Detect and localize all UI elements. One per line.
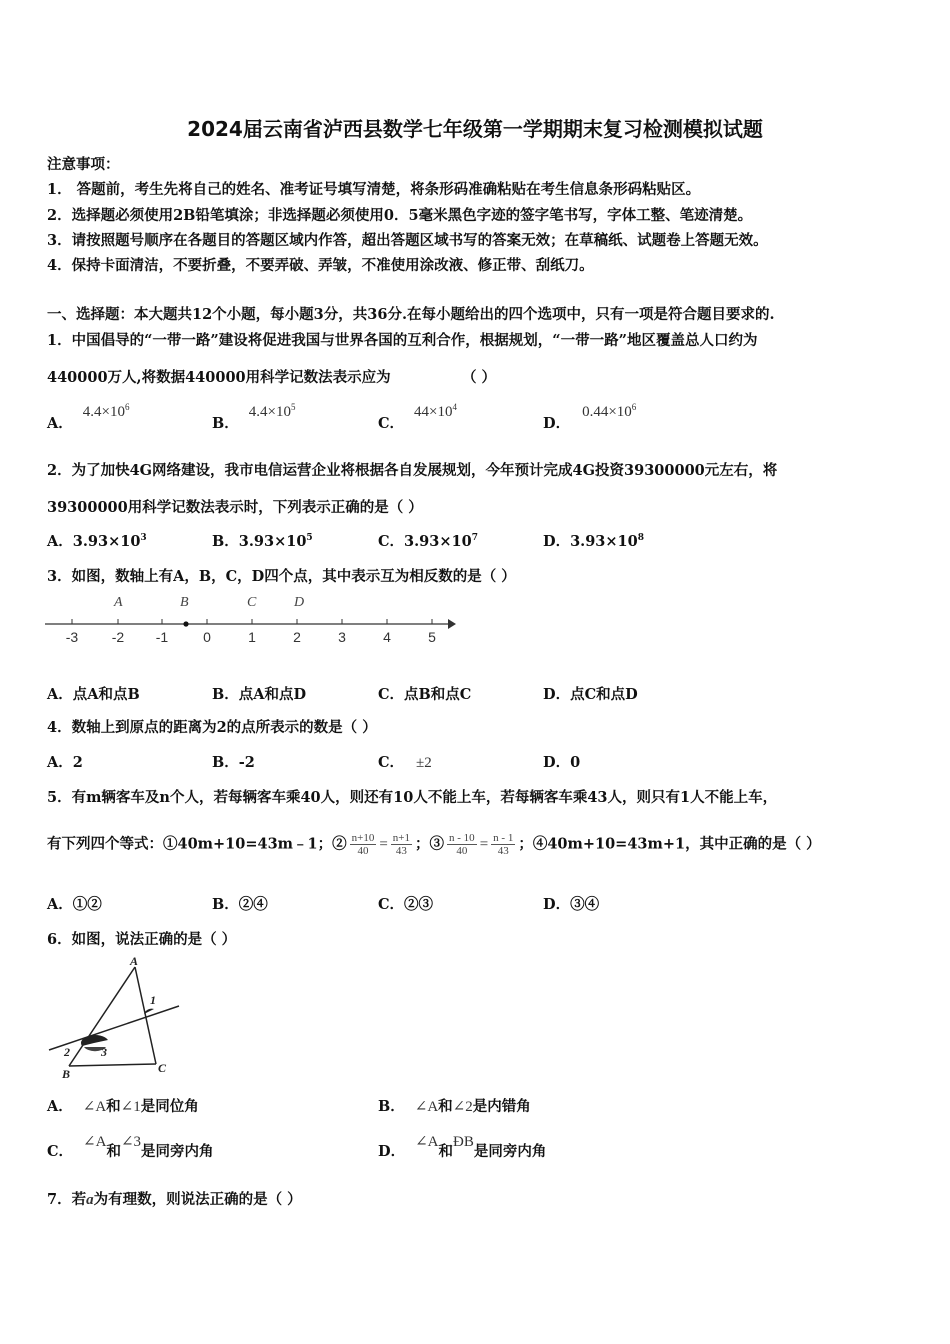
point-label-a: A <box>114 595 123 610</box>
tick-label: 1 <box>248 629 256 645</box>
notice-item: 3．请按照题号顺序在各题目的答题区域内作答，超出答题区域书写的答案无效；在草稿纸、试题卷上答题无效。 <box>47 232 768 249</box>
q1-option-a[interactable]: A．$4.4\times 10^6$ <box>47 402 130 432</box>
question-1-line2: 440000万人,将数据440000用科学记数法表示应为 <box>47 369 391 386</box>
question-4-stem: 4．数轴上到原点的距离为2的点所表示的数是（ ） <box>47 719 377 736</box>
q6-option-b[interactable]: B． ∠A和∠2是内错角 <box>378 1098 531 1115</box>
fraction: $\frac{n - 1}{43}$ <box>493 832 514 857</box>
question-5-line2: 有下列四个等式：①40m+10=43m﹣1；② $\frac{n+10}{40}$ = $\frac{n+1}{43}$ ；③ $\frac{n - 10}{40}$ = $\frac{n - 1}{43}$ ；④40m+10=43m+1，其中正确的是（ ） <box>47 832 821 857</box>
q2-option-a[interactable]: A．$3.93\times 10^3$ <box>47 533 147 550</box>
tick-label: 0 <box>203 629 211 645</box>
notice-heading: 注意事项： <box>47 156 120 173</box>
angle-1-mark <box>144 1009 154 1014</box>
q6-option-d[interactable]: D．∠A和ÐB是同旁内角 <box>378 1134 547 1160</box>
question-2-line2: 39300000用科学记数法表示时，下列表示正确的是（ ） <box>47 499 423 516</box>
notice-item: 4．保持卡面清洁，不要折叠，不要弄破、弄皱，不准使用涂改液、修正带、刮纸刀。 <box>47 257 594 274</box>
triangle-figure <box>44 954 189 1082</box>
question-1-line1: 1．中国倡导的“一带一路”建设将促进我国与世界各国的互利合作，根据规划，“一带一路”地区覆盖总人口约为 <box>47 332 758 349</box>
q3-option-d[interactable]: D．点C和点D <box>543 686 638 703</box>
q5-option-c[interactable]: C．②③ <box>378 896 434 913</box>
q6-option-a[interactable]: A． ∠A和∠1是同位角 <box>47 1098 199 1115</box>
tick-label: -3 <box>65 629 79 645</box>
q3-option-b[interactable]: B．点A和点D <box>212 686 307 703</box>
angle-1-label: 1 <box>150 993 156 1007</box>
q1-option-b[interactable]: B．$4.4\times 10^5$ <box>212 402 296 432</box>
q5-option-d[interactable]: D．③④ <box>543 896 600 913</box>
q1-option-c[interactable]: C．$44\times 10^4$ <box>378 402 458 432</box>
vertex-c-label: C <box>158 1061 167 1075</box>
notice-item: 1． 答题前，考生先将自己的姓名、准考证号填写清楚，将条形码准确粘贴在考生信息条形码粘贴区。 <box>47 181 701 198</box>
number-line-figure <box>40 588 460 650</box>
question-7-stem: 7．若a为有理数，则说法正确的是（ ） <box>47 1191 302 1208</box>
page-title: 2024届云南省泸西县数学七年级第一学期期末复习检测模拟试题 <box>187 117 763 141</box>
q2-option-d[interactable]: D．$3.93\times 10^8$ <box>543 533 644 550</box>
q6-option-c[interactable]: C．∠A和∠3是同旁内角 <box>47 1134 214 1160</box>
point-b-dot <box>183 621 188 626</box>
angle-3-label: 3 <box>101 1045 107 1059</box>
arrow-icon <box>448 619 456 629</box>
fraction: $\frac{n - 10}{40}$ <box>449 832 475 857</box>
q4-option-a[interactable]: A．2 <box>47 754 83 771</box>
q3-option-c[interactable]: C．点B和点C <box>378 686 472 703</box>
question-2-line1: 2．为了加快4G网络建设，我市电信运营企业将根据各自发展规划，今年预计完成4G投资39300000元左右，将 <box>47 462 778 479</box>
vertex-a-label: A <box>130 954 139 968</box>
question-3-stem: 3．如图，数轴上有A，B，C，D四个点，其中表示互为相反数的是（ ） <box>47 568 516 585</box>
notice-item: 2．选择题必须使用2B铅笔填涂；非选择题必须使用0．5毫米黑色字迹的签字笔书写，字体工整、笔迹清楚。 <box>47 207 753 224</box>
q2-option-b[interactable]: B．$3.93\times 10^5$ <box>212 533 313 550</box>
tick-label: 5 <box>428 629 436 645</box>
section-heading: 一、选择题：本大题共12个小题，每小题3分，共36分.在每小题给出的四个选项中，只有一项是符合题目要求的. <box>47 306 775 323</box>
q3-option-a[interactable]: A．点A和点B <box>47 686 140 703</box>
q1-option-d[interactable]: D．$0.44\times 10^6$ <box>543 402 637 432</box>
tick-label: 2 <box>293 629 301 645</box>
q2-option-c[interactable]: C．$3.93\times 10^7$ <box>378 533 478 550</box>
fraction: $\frac{n+10}{40}$ <box>351 832 375 857</box>
q4-option-b[interactable]: B．-2 <box>212 754 255 771</box>
vertex-b-label: B <box>62 1067 71 1081</box>
transversal-line <box>49 1006 179 1050</box>
q5-option-b[interactable]: B．②④ <box>212 896 268 913</box>
fraction: $\frac{n+1}{43}$ <box>392 832 411 857</box>
tick-label: -1 <box>155 629 169 645</box>
point-label-b: B <box>180 595 189 610</box>
tick-label: 4 <box>383 629 391 645</box>
question-6-stem: 6．如图，说法正确的是（ ） <box>47 931 237 948</box>
q5-option-a[interactable]: A．①② <box>47 896 102 913</box>
angle-2-label: 2 <box>64 1045 70 1059</box>
point-label-c: C <box>247 595 257 610</box>
point-label-d: D <box>294 595 305 610</box>
tick-label: 3 <box>338 629 346 645</box>
question-5-line1: 5．有m辆客车及n个人，若每辆客车乘40人，则还有10人不能上车，若每辆客车乘43人，则只有1人不能上车， <box>47 789 778 806</box>
segment-bc <box>69 1064 156 1066</box>
tick-label: -2 <box>111 629 125 645</box>
q4-option-c[interactable]: C． ±2 <box>378 754 432 771</box>
question-1-paren: （ ） <box>462 369 497 386</box>
q4-option-d[interactable]: D．0 <box>543 754 581 771</box>
